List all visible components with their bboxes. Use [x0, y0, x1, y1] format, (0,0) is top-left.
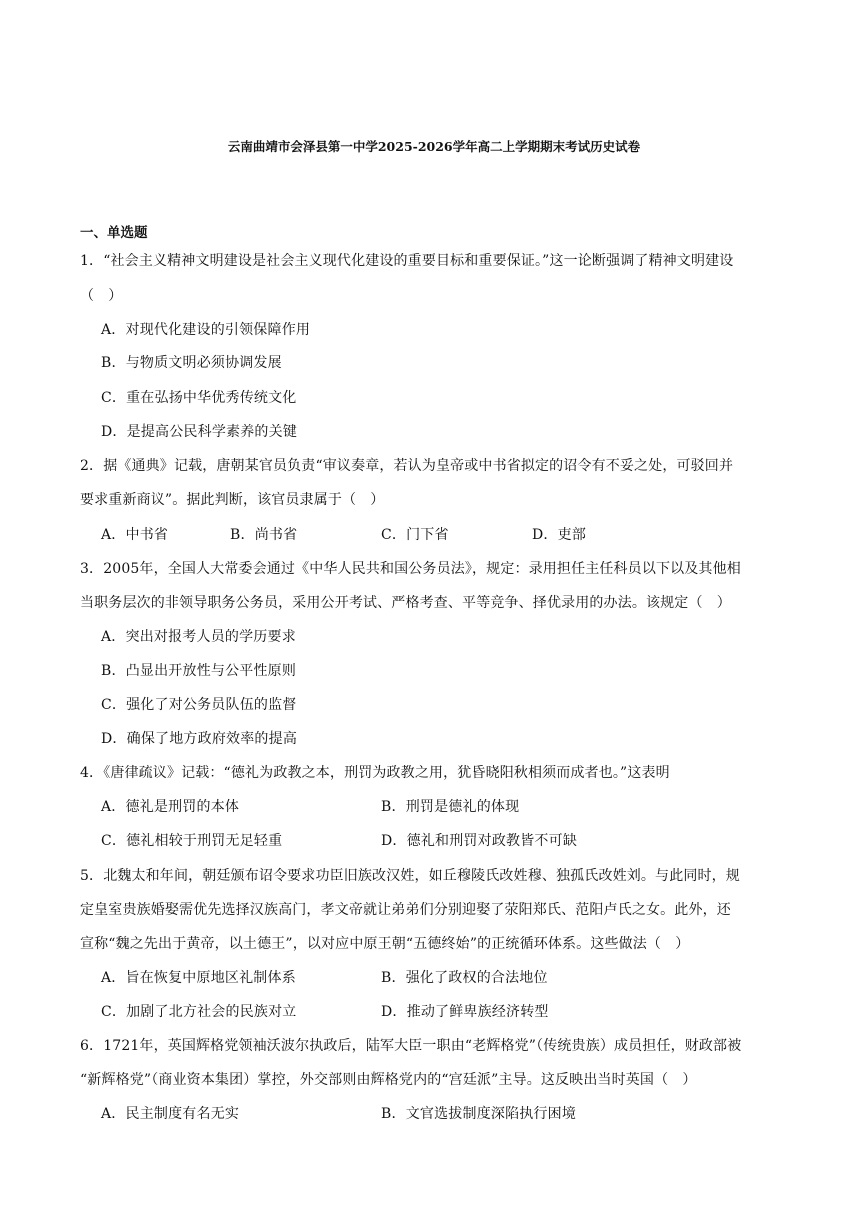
q2-option-d: D．吏部 [532, 527, 587, 543]
exam-title: 云南曲靖市会泽县第一中学2025-2026学年高二上学期期末考试历史试卷 [227, 139, 641, 154]
q5-option-c: C．加剧了北方社会的民族对立 [101, 1004, 297, 1020]
q2-stem-line1: 2．据《通典》记载，唐朝某官员负责“审议奏章，若认为皇帝或中书省拟定的诏令有不妥之处，可驳回并 [80, 458, 734, 474]
q3-option-a: A．突出对报考人员的学历要求 [101, 629, 296, 645]
q3-option-d: D．确保了地方政府效率的提高 [101, 731, 298, 747]
q1-option-d: D．是提高公民科学素养的关键 [101, 424, 298, 440]
q5-stem-line3: 宣称“魏之先出于黄帝，以土德王”，以对应中原王朝“五德终始”的正统循环体系。这些做法（ ） [80, 936, 690, 952]
q1-stem-line1: 1．“社会主义精神文明建设是社会主义现代化建设的重要目标和重要保证。”这一论断强调了精神文明建设 [80, 253, 734, 269]
q4-option-a: A．德礼是刑罚的本体 [101, 799, 240, 815]
q2-stem-line2: 要求重新商议”。据此判断，该官员隶属于（ ） [80, 492, 385, 508]
q3-option-c: C．强化了对公务员队伍的监督 [101, 697, 297, 713]
q4-option-b: B．刑罚是德礼的体现 [381, 799, 520, 815]
q2-option-c: C．门下省 [381, 527, 449, 543]
q2-option-a: A．中书省 [101, 527, 169, 543]
q1-option-c: C．重在弘扬中华优秀传统文化 [101, 390, 297, 406]
q1-option-a: A．对现代化建设的引领保障作用 [101, 322, 311, 338]
q5-stem-line2: 定皇室贵族婚娶需优先选择汉族高门，孝文帝就让弟弟们分别迎娶了荥阳郑氏、范阳卢氏之女。此外，还 [80, 902, 731, 918]
q6-option-b: B．文官选拔制度深陷执行困境 [381, 1106, 577, 1122]
q3-stem-line2: 当职务层次的非领导职务公务员，采用公开考试、严格考查、平等竞争、择优录用的办法。该规定（ ） [80, 595, 731, 611]
q4-option-d: D．德礼和刑罚对政教皆不可缺 [381, 833, 578, 849]
q4-option-c: C．德礼相较于刑罚无足轻重 [101, 833, 283, 849]
section-heading: 一、单选题 [80, 225, 148, 241]
q3-stem-line1: 3．2005年，全国人大常委会通过《中华人民共和国公务员法》，规定：录用担任主任科员以下以及其他相 [80, 561, 741, 577]
q3-option-b: B．凸显出开放性与公平性原则 [101, 663, 297, 679]
q5-stem-line1: 5．北魏太和年间，朝廷颁布诏令要求功臣旧族改汉姓，如丘穆陵氏改姓穆、独孤氏改姓刘。与此同时，规 [80, 868, 740, 884]
q1-option-b: B．与物质文明必须协调发展 [101, 355, 282, 371]
q4-stem-line1: 4．《唐律疏议》记载：“德礼为政教之本，刑罚为政教之用，犹昏晓阳秋相须而成者也。”这表明 [80, 765, 670, 781]
q5-option-d: D．推动了鲜卑族经济转型 [381, 1004, 549, 1020]
q2-option-b: B．尚书省 [230, 527, 298, 543]
q6-stem-line2: “新辉格党”（商业资本集团）掌控，外交部则由辉格党内的“宫廷派”主导。这反映出当时英国（ ） [80, 1072, 697, 1088]
q5-option-a: A．旨在恢复中原地区礼制体系 [101, 970, 296, 986]
q6-option-a: A．民主制度有名无实 [101, 1106, 240, 1122]
q6-stem-line1: 6．1721年，英国辉格党领袖沃波尔执政后，陆军大臣一职由“老辉格党”（传统贵族）成员担任，财政部被 [80, 1038, 742, 1054]
q5-option-b: B．强化了政权的合法地位 [381, 970, 548, 986]
q1-stem-line2: （ ） [80, 288, 123, 304]
